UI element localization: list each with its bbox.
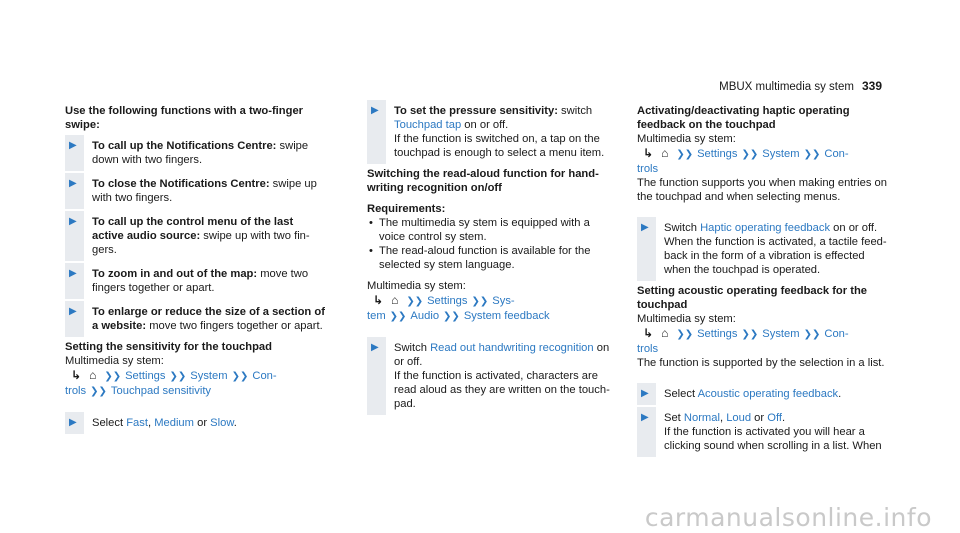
column-1 (65, 104, 327, 430)
paragraph: The function is supported by the selection in a list. (637, 357, 885, 369)
multimedia-label: Multimedia sy stem: (637, 313, 736, 325)
step-arrow-icon: ▶ (69, 417, 77, 428)
path-separator-icon: ❯❯ (676, 149, 694, 160)
path-separator-icon: ❯❯ (104, 371, 122, 382)
paragraph: The function supports you when making entries on the touchpad and when selecting menus. (637, 177, 887, 203)
step-item: ▶ To close the Notifications Centre: swipe up with two fingers. (65, 177, 327, 205)
path-separator-icon: ❯❯ (803, 149, 821, 160)
requirements-label: Requirements: (367, 203, 446, 215)
path-separator-icon: ❯❯ (406, 296, 424, 307)
menu-path: ↳ ⌂ ❯❯ Settings ❯❯ System ❯❯ Con- trols (637, 326, 849, 355)
step-arrow-icon: ▶ (69, 268, 77, 279)
step-item: ▶ To call up the control menu of the last active audio source: swipe up with two fin-gers. (65, 215, 327, 257)
path-separator-icon: ❯❯ (471, 296, 489, 307)
multimedia-label: Multimedia sy stem: (65, 355, 164, 367)
step-item: ▶ Switch Haptic operating feedback on or off. When the function is activated, a tactile feed-back in the form of a vibration is effected when the touchpad is operated. (637, 221, 892, 277)
path-separator-icon: ❯❯ (741, 149, 759, 160)
step-item: ▶ To call up the Notifications Centre: swipe down with two fingers. (65, 139, 327, 167)
enter-arrow-icon: ↳ (643, 146, 654, 160)
home-icon: ⌂ (89, 368, 97, 382)
path-separator-icon: ❯❯ (741, 329, 759, 340)
step-item: ▶ Switch Read out handwriting recognition on or off. If the function is activated, characters are read aloud as they are written on the touch-pad. (367, 341, 617, 411)
section-heading: Switching the read-aloud function for hand-writing recognition on/off (367, 168, 599, 194)
column-2 (367, 104, 617, 411)
enter-arrow-icon: ↳ (643, 326, 654, 340)
menu-path: ↳ ⌂ ❯❯ Settings ❯❯ System ❯❯ Con- trols (637, 146, 849, 175)
step-arrow-icon: ▶ (641, 388, 649, 399)
enter-arrow-icon: ↳ (373, 293, 384, 307)
step-arrow-icon: ▶ (371, 105, 379, 116)
home-icon: ⌂ (391, 293, 399, 307)
step-arrow-icon: ▶ (69, 178, 77, 189)
home-icon: ⌂ (661, 326, 669, 340)
menu-path: ↳ ⌂ ❯❯ Settings ❯❯ Sys- tem ❯❯ Audio ❯❯ System feedback (367, 293, 550, 322)
watermark: carmanualsonline.info (644, 503, 932, 532)
step-item: ▶ Select Acoustic operating feedback. (637, 387, 892, 401)
multimedia-label: Multimedia sy stem: (367, 280, 466, 292)
page-header (719, 79, 882, 94)
bullet-item: • The read-aloud function is available for the selected sy stem language. (369, 245, 591, 271)
step-list-1 (65, 139, 327, 333)
bullet-item: • The multimedia sy stem is equipped with a voice control sy stem. (369, 217, 590, 243)
step-arrow-icon: ▶ (641, 412, 649, 423)
multimedia-label: Multimedia sy stem: (637, 133, 736, 145)
column-3 (637, 104, 892, 453)
path-separator-icon: ❯❯ (169, 371, 187, 382)
section-heading: Setting acoustic operating feedback for the touchpad (637, 285, 868, 311)
path-separator-icon: ❯❯ (676, 329, 694, 340)
step-item: ▶ Set Normal, Loud or Off. If the function is activated you will hear a clicking sound when scrolling in a list. When (637, 411, 892, 453)
section-heading: Setting the sensitivity for the touchpad (65, 341, 272, 353)
path-separator-icon: ❯❯ (803, 329, 821, 340)
section-heading: Activating/deactivating haptic operating feedback on the touchpad (637, 105, 850, 131)
step-item: ▶ To zoom in and out of the map: move two fingers together or apart. (65, 267, 327, 295)
step-arrow-icon: ▶ (69, 140, 77, 151)
page-number: 339 (861, 79, 882, 93)
section-title: MBUX multimedia sy stem (719, 81, 854, 93)
enter-arrow-icon: ↳ (71, 368, 82, 382)
menu-path: ↳ ⌂ ❯❯ Settings ❯❯ System ❯❯ Con- trols ❯❯ Touchpad sensitivity (65, 368, 277, 397)
step-arrow-icon: ▶ (641, 222, 649, 233)
home-icon: ⌂ (661, 146, 669, 160)
intro-heading: Use the following functions with a two-finger swipe: (65, 105, 304, 131)
step-arrow-icon: ▶ (69, 216, 77, 227)
step-arrow-icon: ▶ (69, 306, 77, 317)
step-item: ▶ To enlarge or reduce the size of a section of a website: move two fingers together or apart. (65, 305, 327, 333)
step-arrow-icon: ▶ (371, 342, 379, 353)
path-separator-icon: ❯❯ (389, 311, 407, 322)
path-separator-icon: ❯❯ (231, 371, 249, 382)
path-separator-icon: ❯❯ (90, 386, 107, 397)
step-item: ▶ Select Fast, Medium or Slow. (65, 416, 327, 430)
step-item: ▶ To set the pressure sensitivity: switch Touchpad tap on or off. If the function is switched on, a tap on the touchpad is enough to select a menu item. (367, 104, 617, 160)
path-separator-icon: ❯❯ (443, 311, 460, 322)
